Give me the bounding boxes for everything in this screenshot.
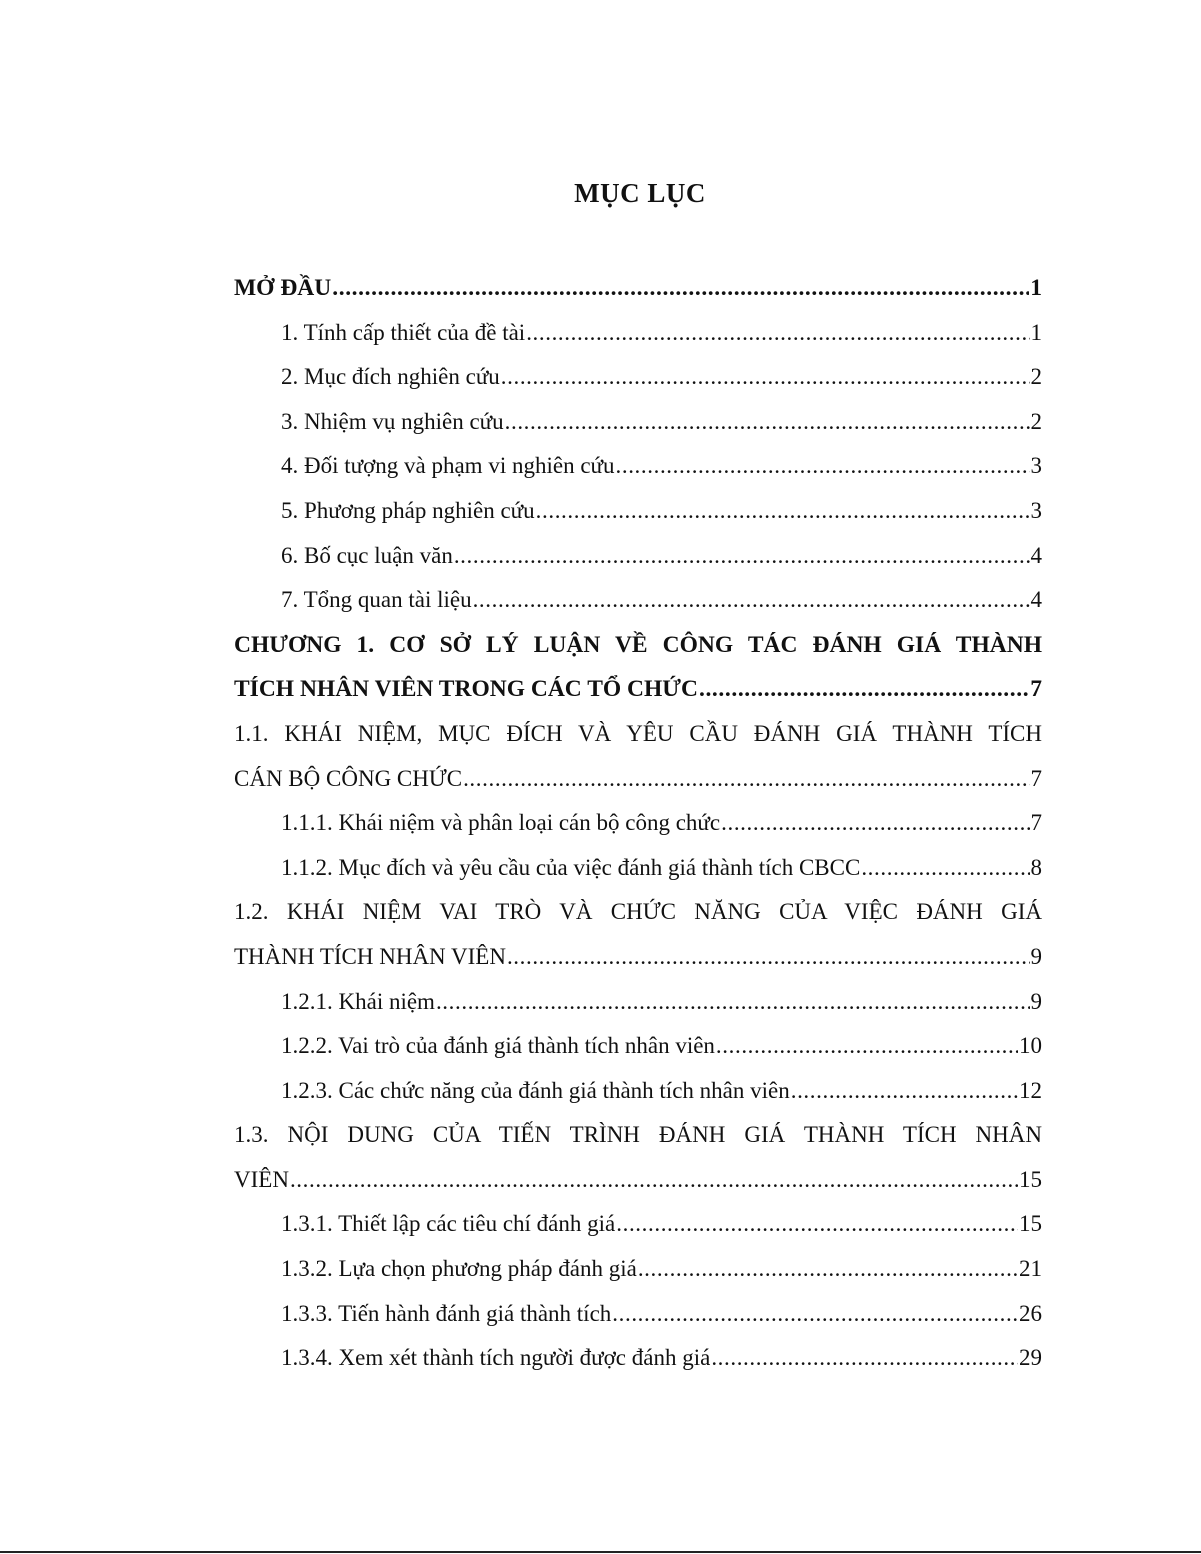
toc-entry[interactable] [234, 757, 1042, 802]
page-bottom-edge [0, 1551, 1201, 1553]
toc-entry-heading-line: 1.3. NỘI DUNG CỦA TIẾN TRÌNH ĐÁNH GIÁ THÀNH TÍCH NHÂN [234, 1122, 1042, 1148]
toc-entry-label: THÀNH TÍCH NHÂN VIÊN [234, 943, 506, 969]
toc-entry-label: 1.3.2. Lựa chọn phương pháp đánh giá [281, 1256, 637, 1282]
toc-entry[interactable] [234, 935, 1042, 980]
toc-entry[interactable] [234, 801, 1042, 846]
toc-dot-leader [536, 489, 1030, 534]
toc-entry-label: VIÊN [234, 1166, 289, 1192]
toc-entry[interactable] [234, 1024, 1042, 1069]
toc-entry-label: 2. Mục đích nghiên cứu [281, 364, 500, 390]
toc-dot-leader [699, 667, 1029, 712]
toc-dot-leader [716, 1024, 1018, 1069]
toc-entry-label: 5. Phương pháp nghiên cứu [281, 497, 535, 523]
toc-entry[interactable] [234, 444, 1042, 489]
toc-dot-leader [612, 1292, 1018, 1337]
toc-dot-leader [332, 266, 1029, 311]
toc-dot-leader [638, 1247, 1018, 1292]
toc-entry-label: 1.1.2. Mục đích và yêu cầu của việc đánh giá thành tích CBCC [281, 854, 861, 880]
toc-entry-heading-line: 1.2. KHÁI NIỆM VAI TRÒ VÀ CHỨC NĂNG CỦA VIỆC ĐÁNH GIÁ [234, 899, 1042, 925]
toc-entry[interactable] [234, 1336, 1042, 1381]
toc-dot-leader [505, 400, 1030, 445]
toc-page-number: 4 [1030, 542, 1042, 568]
toc-page-number: 3 [1030, 453, 1042, 479]
toc-dot-leader [473, 578, 1030, 623]
toc-entry[interactable] [234, 1247, 1042, 1292]
toc-entry-heading-line: 1.1. KHÁI NIỆM, MỤC ĐÍCH VÀ YÊU CẦU ĐÁNH GIÁ THÀNH TÍCH [234, 720, 1042, 746]
toc-entry[interactable] [234, 266, 1042, 311]
toc-entry-label: 1.2.2. Vai trò của đánh giá thành tích nhân viên [281, 1033, 715, 1059]
toc-entry-label: 1.2.1. Khái niệm [281, 988, 435, 1014]
toc-page-number: 29 [1019, 1345, 1042, 1371]
toc-page-number: 7 [1030, 676, 1042, 703]
table-of-contents [234, 266, 1042, 1381]
toc-entry[interactable] [234, 400, 1042, 445]
toc-page-number: 8 [1030, 854, 1042, 880]
toc-entry-label: TÍCH NHÂN VIÊN TRONG CÁC TỔ CHỨC [234, 676, 698, 703]
toc-entry-label: 7. Tổng quan tài liệu [281, 587, 472, 613]
toc-entry-label: 4. Đối tượng và phạm vi nghiên cứu [281, 453, 615, 479]
toc-title: MỤC LỤC [574, 178, 706, 208]
toc-dot-leader [721, 801, 1029, 846]
toc-dot-leader [711, 1336, 1018, 1381]
toc-entry[interactable] [234, 1292, 1042, 1337]
toc-page-number: 2 [1030, 408, 1042, 434]
toc-dot-leader [507, 935, 1030, 980]
toc-entry-label: 1.2.3. Các chức năng của đánh giá thành tích nhân viên [281, 1077, 790, 1103]
toc-entry-label: MỞ ĐẦU [234, 275, 332, 301]
toc-dot-leader [526, 311, 1029, 356]
toc-page-number: 10 [1019, 1033, 1042, 1059]
toc-entry-label: 1.1.1. Khái niệm và phân loại cán bộ công chức [281, 810, 721, 836]
toc-page-number: 21 [1019, 1256, 1042, 1282]
toc-page-number: 2 [1030, 364, 1042, 390]
toc-page-number: 1 [1030, 275, 1042, 301]
toc-entry[interactable] [234, 1202, 1042, 1247]
toc-entry-label: 3. Nhiệm vụ nghiên cứu [281, 408, 504, 434]
toc-page-number: 15 [1019, 1211, 1042, 1237]
toc-entry-label: 1.3.3. Tiến hành đánh giá thành tích [281, 1300, 612, 1326]
toc-entry[interactable] [234, 667, 1042, 712]
toc-page-number: 9 [1030, 943, 1042, 969]
toc-page-number: 7 [1030, 765, 1042, 791]
toc-entry[interactable] [234, 846, 1042, 891]
toc-dot-leader [436, 980, 1030, 1025]
toc-dot-leader [290, 1158, 1018, 1203]
toc-entry-label: 1.3.4. Xem xét thành tích người được đánh giá [281, 1345, 711, 1371]
toc-entry[interactable] [234, 1069, 1042, 1114]
toc-entry[interactable] [234, 355, 1042, 400]
toc-dot-leader [791, 1069, 1018, 1114]
toc-entry[interactable] [234, 534, 1042, 579]
toc-entry[interactable] [234, 578, 1042, 623]
toc-dot-leader [861, 846, 1029, 891]
toc-entry-heading-line: CHƯƠNG 1. CƠ SỞ LÝ LUẬN VỀ CÔNG TÁC ĐÁNH GIÁ THÀNH [234, 631, 1042, 658]
toc-entry-label: CÁN BỘ CÔNG CHỨC [234, 765, 463, 791]
toc-entry-label: 1.3.1. Thiết lập các tiêu chí đánh giá [281, 1211, 616, 1237]
toc-page-number: 9 [1030, 988, 1042, 1014]
toc-entry[interactable] [234, 980, 1042, 1025]
toc-entry-label: 1. Tính cấp thiết của đề tài [281, 319, 526, 345]
toc-page-number: 7 [1030, 810, 1042, 836]
toc-entry[interactable] [234, 311, 1042, 356]
toc-dot-leader [501, 355, 1030, 400]
toc-dot-leader [463, 757, 1029, 802]
toc-page-number: 4 [1030, 587, 1042, 613]
toc-entry[interactable] [234, 489, 1042, 534]
toc-dot-leader [616, 444, 1030, 489]
toc-page-number: 26 [1019, 1300, 1042, 1326]
toc-dot-leader [454, 534, 1030, 579]
toc-dot-leader [616, 1202, 1018, 1247]
toc-page-number: 3 [1030, 497, 1042, 523]
toc-page-number: 1 [1030, 319, 1042, 345]
toc-entry-label: 6. Bố cục luận văn [281, 542, 453, 568]
toc-page-number: 12 [1019, 1077, 1042, 1103]
toc-page-number: 15 [1019, 1166, 1042, 1192]
toc-entry[interactable] [234, 1158, 1042, 1203]
